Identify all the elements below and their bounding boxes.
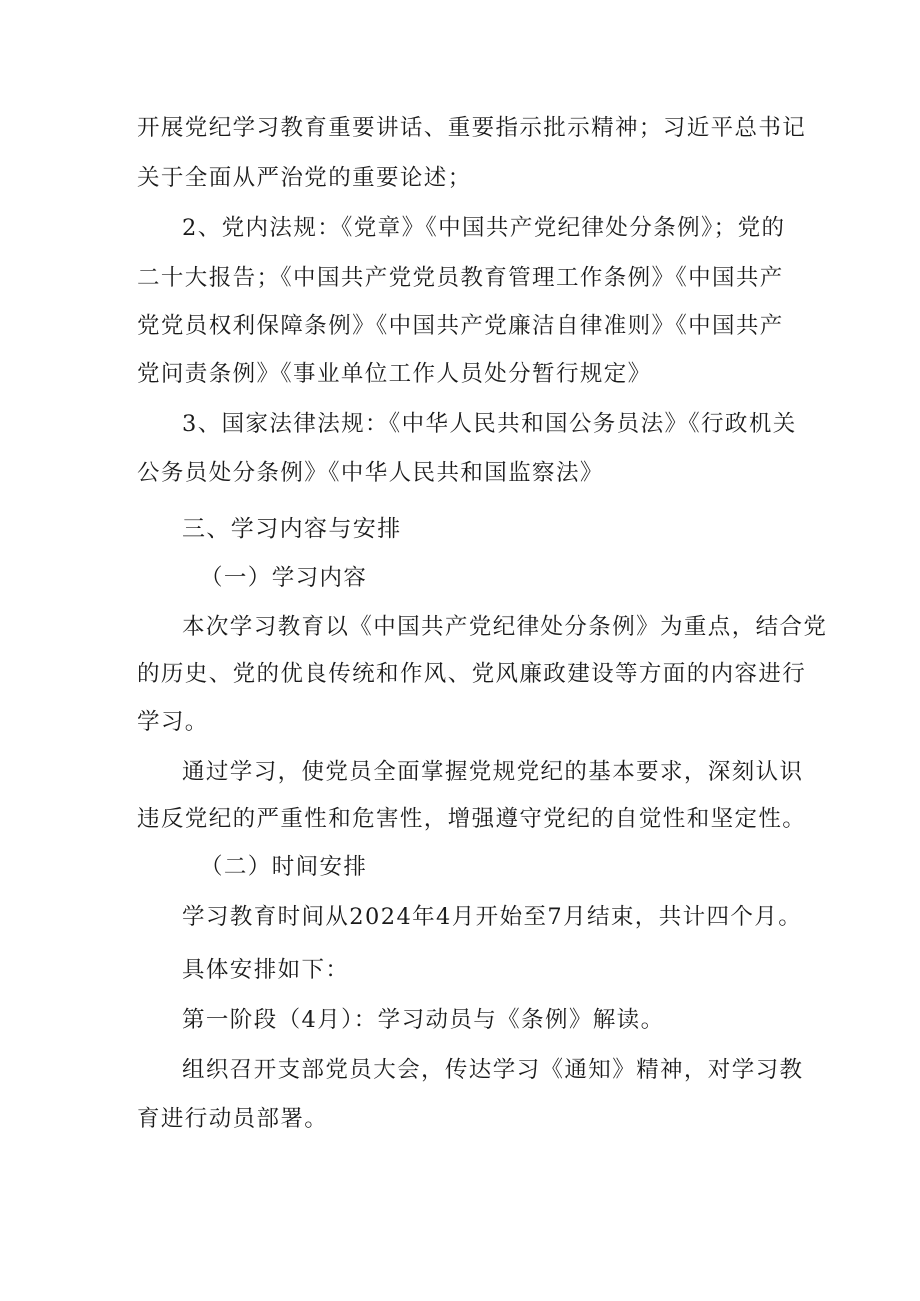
body-text-line: 2、党内法规：《党章》《中国共产党纪律处分条例》；党的 [182, 215, 786, 241]
body-text-line: 二十大报告；《中国共产党党员教育管理工作条例》《中国共产 [137, 265, 784, 291]
body-text-line: 违反党纪的严重性和危害性，增强遵守党纪的自觉性和坚定性。 [137, 806, 807, 832]
body-text-line: 党党员权利保障条例》《中国共产党廉洁自律准则》《中国共产 [137, 313, 784, 339]
body-text-line: 3、国家法律法规：《中华人民共和国公务员法》《行政机关 [182, 411, 797, 437]
body-text-line: 关于全面从严治党的重要论述； [137, 165, 472, 191]
body-text-line: 公务员处分条例》《中华人民共和国监察法》 [137, 460, 604, 486]
body-text-line: 通过学习，使党员全面掌握党规党纪的基本要求，深刻认识 [182, 759, 804, 785]
body-text-line: 第一阶段（4月）：学习动员与《条例》解读。 [182, 1007, 665, 1033]
body-text-line: 具体安排如下： [182, 957, 350, 983]
body-text-line: 育进行动员部署。 [137, 1106, 329, 1132]
body-text-line: 学习教育时间从2024年4月开始至7月结束，共计四个月。 [182, 904, 803, 930]
body-text-line: 组织召开支部党员大会，传达学习《通知》精神，对学习教 [182, 1057, 804, 1083]
body-text-line: 的历史、党的优良传统和作风、党风廉政建设等方面的内容进行 [137, 661, 807, 687]
body-text-line: 学习。 [137, 709, 209, 735]
body-text-line: 开展党纪学习教育重要讲话、重要指示批示精神；习近平总书记 [137, 115, 807, 141]
section-heading: 三、学习内容与安排 [182, 516, 402, 542]
body-text-line: 本次学习教育以《中国共产党纪律处分条例》为重点，结合党 [182, 614, 828, 640]
body-text-line: 党问责条例》《事业单位工作人员处分暂行规定》 [137, 361, 652, 387]
subsection-heading: （二）时间安排 [200, 854, 368, 880]
subsection-heading: （一）学习内容 [200, 565, 368, 591]
